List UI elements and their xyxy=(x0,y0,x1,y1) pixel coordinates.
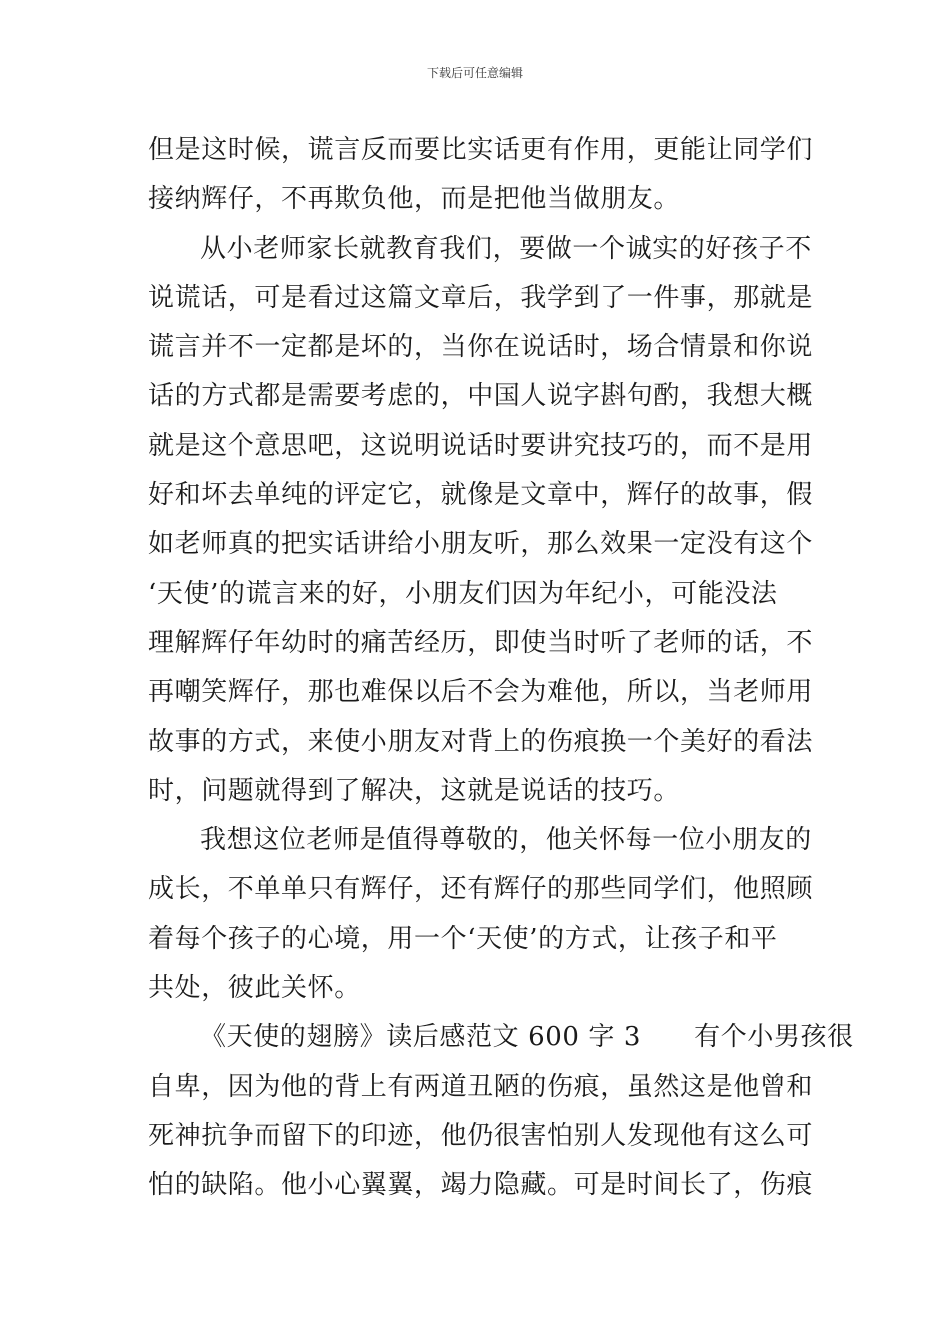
text-line: 话的方式都是需要考虑的，中国人说字斟句酌，我想大概 xyxy=(148,381,814,412)
text-line: 故事的方式，来使小朋友对背上的伤痕换一个美好的看法 xyxy=(148,726,814,757)
paragraph-start-line: 从小老师家长就教育我们，要做一个诚实的好孩子不 xyxy=(200,233,812,264)
text-line: 说谎话，可是看过这篇文章后，我学到了一件事，那就是 xyxy=(148,282,814,313)
text-line: 成长，不单单只有辉仔，还有辉仔的那些同学们，他照顾 xyxy=(148,874,814,905)
paragraph-start-line: 《天使的翅膀》读后感范文 600 字 3 有个小男孩很 xyxy=(200,1022,854,1053)
text-line: 如老师真的把实话讲给小朋友听，那么效果一定没有这个 xyxy=(148,529,814,560)
text-line: 怕的缺陷。他小心翼翼，竭力隐藏。可是时间长了，伤痕 xyxy=(148,1170,814,1201)
text-line: 但是这时候，谎言反而要比实话更有作用，更能让同学们 xyxy=(148,135,814,165)
text-line: 好和坏去单纯的评定它，就像是文章中，辉仔的故事，假 xyxy=(148,480,814,511)
text-line: 时，问题就得到了解决，这就是说话的技巧。 xyxy=(148,775,681,806)
text-line: 就是这个意思吧，这说明说话时要讲究技巧的，而不是用 xyxy=(148,430,814,461)
text-line: ‘天使’的谎言来的好，小朋友们因为年纪小，可能没法 xyxy=(148,578,778,609)
text-line: 接纳辉仔，不再欺负他，而是把他当做朋友。 xyxy=(148,184,681,215)
text-line: 再嘲笑辉仔，那也难保以后不会为难他，所以，当老师用 xyxy=(148,677,814,708)
text-line: 理解辉仔年幼时的痛苦经历，即使当时听了老师的话，不 xyxy=(148,627,814,658)
text-line: 自卑，因为他的背上有两道丑陋的伤痕，虽然这是他曾和 xyxy=(148,1071,814,1102)
text-line: 谎言并不一定都是坏的，当你在说话时，场合情景和你说 xyxy=(148,332,814,363)
paragraph-start-line: 我想这位老师是值得尊敬的，他关怀每一位小朋友的 xyxy=(200,825,812,856)
text-line: 共处，彼此关怀。 xyxy=(148,973,361,1004)
page-header: 下载后可任意编辑 xyxy=(426,66,523,80)
document-body xyxy=(148,126,854,1211)
text-line: 着每个孩子的心境，用一个‘天使’的方式，让孩子和平 xyxy=(148,923,778,954)
text-line: 死神抗争而留下的印迹，他仍很害怕别人发现他有这么可 xyxy=(148,1120,814,1151)
